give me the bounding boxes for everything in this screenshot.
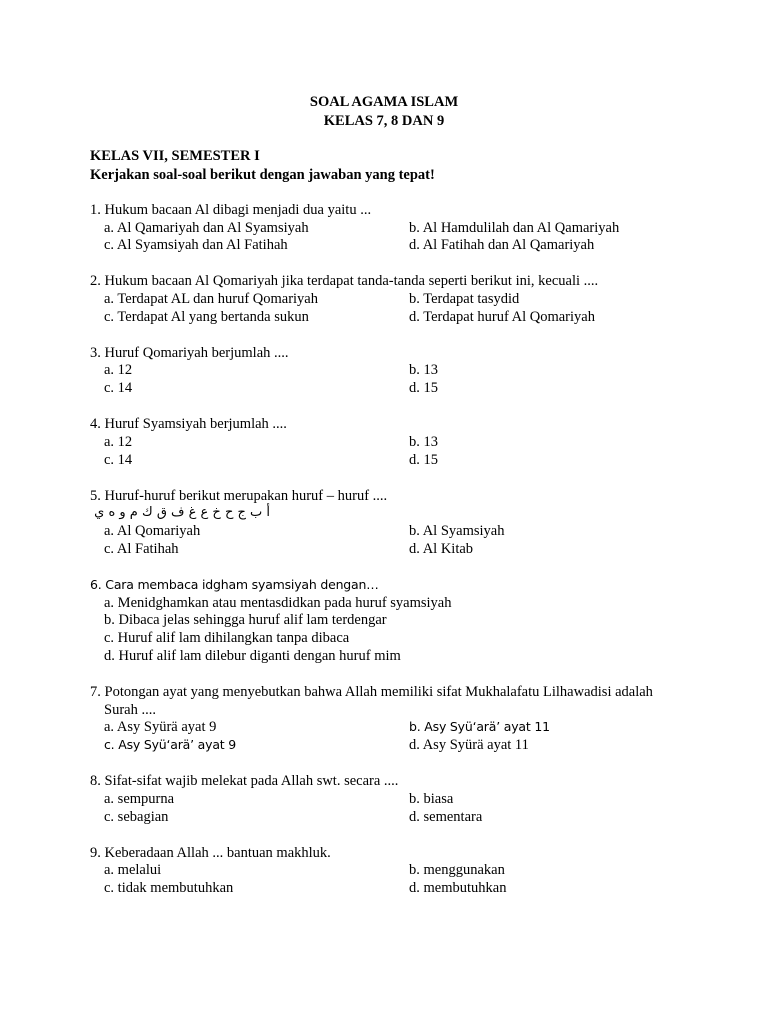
option-d: d. sementara [409,809,483,825]
option-b: b. Dibaca jelas sehingga huruf alif lam terdengar [104,612,387,628]
option-a: a. 12 [104,362,133,378]
instruction-text: Kerjakan soal-soal berikut dengan jawaban yang tepat! [90,167,435,183]
option-c: c. 14 [104,452,133,468]
option-c: c. Huruf alif lam dihilangkan tanpa dibaca [104,630,350,646]
option-b: b. 13 [409,362,438,378]
question-text: 1. Hukum bacaan Al dibagi menjadi dua yaitu ... [90,202,372,218]
question-text: 4. Huruf Syamsiyah berjumlah .... [90,416,287,432]
option-d: d. 15 [409,452,438,468]
option-a: a. Al Qomariyah [104,523,201,539]
section-heading: KELAS VII, SEMESTER I [90,148,260,164]
question-text: 2. Hukum bacaan Al Qomariyah jika terdapat tanda-tanda seperti berikut ini, kecuali .... [90,273,599,289]
option-a: a. Menidghamkan atau mentasdidkan pada huruf syamsiyah [104,595,452,611]
option-a: a. sempurna [104,791,175,807]
question-text: 9. Keberadaan Allah ... bantuan makhluk. [90,845,331,861]
option-d: d. Asy Syürä ayat 11 [409,737,529,753]
option-d: d. Al Kitab [409,541,474,557]
question-text: 6. Cara membaca idgham syamsiyah dengan… [90,577,379,592]
option-c: c. Terdapat Al yang bertanda sukun [104,309,309,325]
option-a: a. Terdapat AL dan huruf Qomariyah [104,291,318,307]
page-title: SOAL AGAMA ISLAM [309,94,459,110]
option-b: b. Al Hamdulilah dan Al Qamariyah [409,220,620,236]
page-subtitle: KELAS 7, 8 DAN 9 [323,113,445,129]
option-b: b. biasa [409,791,454,807]
option-b: b. Asy Syü‘arä’ ayat 11 [409,719,550,734]
option-d: d. Al Fatihah dan Al Qamariyah [409,237,595,253]
option-c: c. tidak membutuhkan [104,880,234,896]
arabic-letters: أ ب ج ح خ ع غ ف ق ك م و ه ي [94,505,270,520]
option-b: b. 13 [409,434,438,450]
option-c: c. sebagian [104,809,169,825]
question-text: 7. Potongan ayat yang menyebutkan bahwa Allah memiliki sifat Mukhalafatu Lilhawadisi adalah [90,684,653,700]
option-d: d. Terdapat huruf Al Qomariyah [409,309,595,325]
option-c: c. Asy Syü‘arä’ ayat 9 [104,737,237,752]
option-a: a. Al Qamariyah dan Al Syamsiyah [104,220,309,236]
question-text: 8. Sifat-sifat wajib melekat pada Allah swt. secara .... [90,773,399,789]
option-b: b. menggunakan [409,862,505,878]
option-c: c. Al Syamsiyah dan Al Fatihah [104,237,288,253]
option-b: b. Terdapat tasydid [409,291,520,307]
question-text-continued: Surah .... [104,702,156,718]
option-d: d. membutuhkan [409,880,507,896]
option-a: a. 12 [104,434,133,450]
option-b: b. Al Syamsiyah [409,523,505,539]
question-text: 5. Huruf-huruf berikut merupakan huruf – huruf .... [90,488,388,504]
option-c: c. Al Fatihah [104,541,179,557]
question-text: 3. Huruf Qomariyah berjumlah .... [90,345,289,361]
option-a: a. melalui [104,862,162,878]
option-a: a. Asy Syürä ayat 9 [104,719,217,735]
option-d: d. Huruf alif lam dilebur diganti dengan huruf mim [104,648,401,664]
option-d: d. 15 [409,380,438,396]
option-c: c. 14 [104,380,133,396]
